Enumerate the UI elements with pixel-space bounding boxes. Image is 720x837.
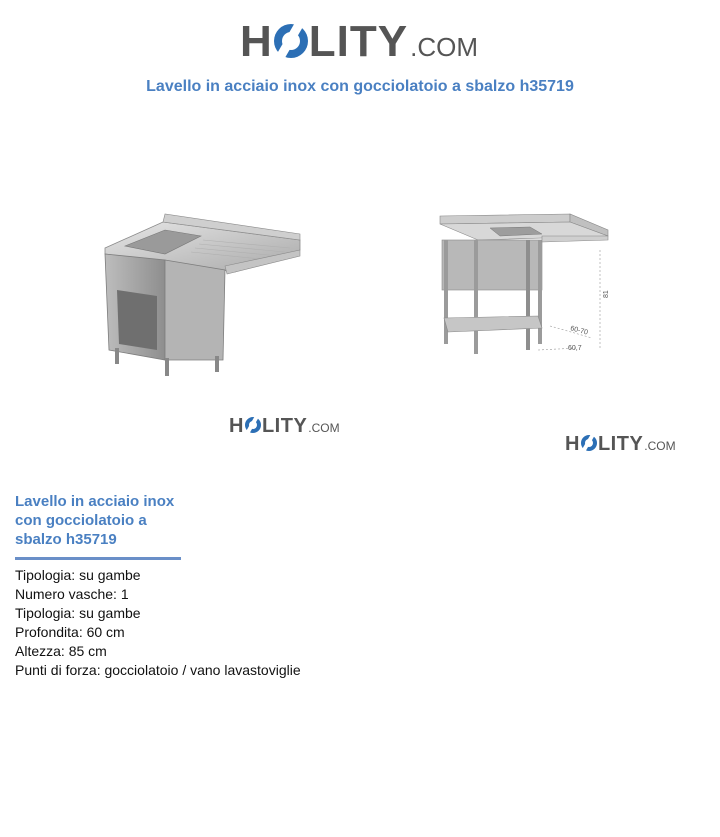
- spec-item: Numero vasche: 1: [15, 586, 129, 602]
- watermark-text-left: H: [229, 415, 244, 437]
- product-image-front: [95, 210, 310, 385]
- product-image-dimensions: [430, 210, 630, 360]
- logo-o-icon: [274, 24, 308, 58]
- watermark-text-right: LITY: [597, 433, 644, 455]
- watermark-o-icon: [581, 435, 597, 451]
- logo-text-left: H: [240, 17, 273, 66]
- image-watermark-left: [229, 416, 340, 436]
- spec-item: Tipologia: su gambe: [15, 605, 141, 621]
- watermark-suffix: .COM: [644, 439, 676, 453]
- watermark-o-icon: [245, 417, 261, 433]
- page-title: Lavello in acciaio inox con gocciolatoio a sbalzo h35719: [146, 78, 574, 95]
- dimension-width-label: 60,7: [568, 345, 582, 352]
- watermark-text-left: H: [565, 433, 580, 455]
- logo-text-right: LITY: [308, 17, 409, 66]
- product-specs-list: [15, 566, 301, 680]
- watermark-text-right: LITY: [261, 415, 308, 437]
- spec-item: Profondita: 60 cm: [15, 624, 125, 640]
- spec-item: Altezza: 85 cm: [15, 643, 107, 659]
- product-name-heading: Lavello in acciaio inox con gocciolatoio a sbalzo h35719: [15, 492, 181, 560]
- dimension-depth-label: 60-70: [569, 325, 589, 337]
- image-watermark-right: [565, 434, 676, 454]
- site-logo[interactable]: [240, 17, 478, 66]
- spec-item: Tipologia: su gambe: [15, 567, 141, 583]
- spec-item: Punti di forza: gocciolatoio / vano lavastoviglie: [15, 662, 301, 678]
- dimension-height-label: 81: [603, 290, 610, 298]
- logo-suffix: .COM: [410, 32, 478, 62]
- watermark-suffix: .COM: [308, 421, 340, 435]
